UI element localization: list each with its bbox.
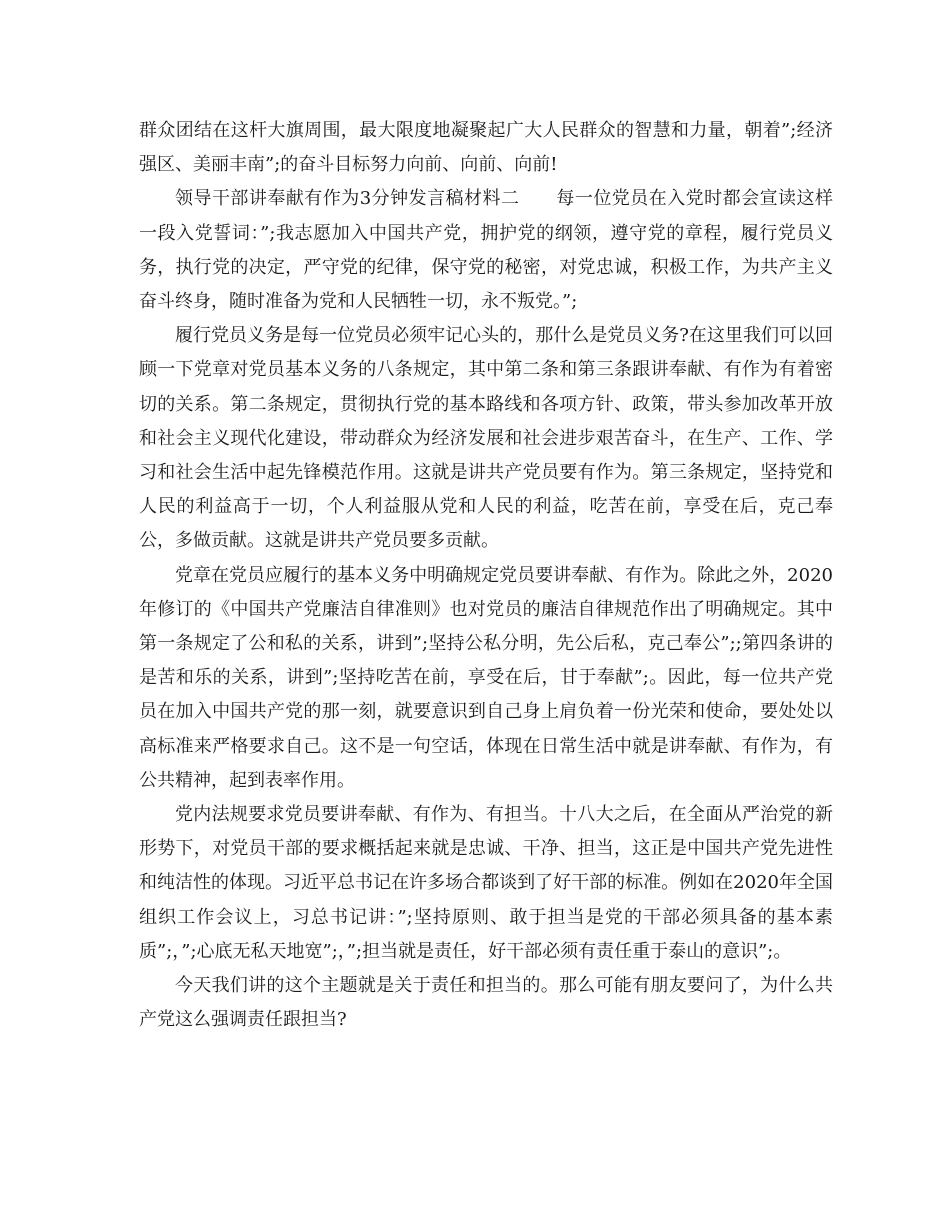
- paragraph-integrity-rules: 党章在党员应履行的基本义务中明确规定党员要讲奉献、有作为。除此之外，2020年修订的《中国共产党廉洁自律准则》也对党员的廉洁自律规范作出了明确规定。其中第一条规定了公和私的关系，讲到”;坚持公私分明，先公后私，克己奉公”;;第四条讲的是苦和乐的关系，讲到”;坚持吃苦在前，享受在后，甘于奉献”;。因此，每一位共产党员在加入中国共产党的那一刻，就要意识到自己身上肩负着一份光荣和使命，要处处以高标准来严格要求自己。这不是一句空话，体现在日常生活中就是讲奉献、有作为，有公共精神，起到表率作用。: [139, 564, 833, 791]
- paragraph-duties: 履行党员义务是每一位党员必须牢记心头的，那什么是党员义务?在这里我们可以回顾一下党章对党员基本义务的八条规定，其中第二条和第三条跟讲奉献、有作为有着密切的关系。第二条规定，贯彻执行党的基本路线和各项方针、政策，带头参加改革开放和社会主义现代化建设，带动群众为经济发展和社会进步艰苦奋斗，在生产、工作、学习和社会生活中起先锋模范作用。这就是讲共产党员要有作为。第三条规定，坚持党和人民的利益高于一切，个人利益服从党和人民的利益，吃苦在前，享受在后，克己奉公，多做贡献。这就是讲共产党员要多贡献。: [139, 325, 833, 552]
- paragraph-continuation: 群众团结在这杆大旗周围，最大限度地凝聚起广大人民群众的智慧和力量，朝着”;经济强区、美丽丰南”;的奋斗目标努力向前、向前、向前!: [139, 120, 833, 176]
- paragraph-topic-question: 今天我们讲的这个主题就是关于责任和担当的。那么可能有朋友要问了，为什么共产党这么强调责任跟担当?: [139, 975, 833, 1031]
- paragraph-oath: 领导干部讲奉献有作为3分钟发言稿材料二 每一位党员在入党时都会宣读这样一段入党誓词：”;我志愿加入中国共产党，拥护党的纲领，遵守党的章程，履行党员义务，执行党的决定，严守党的纪律，保守党的秘密，对党忠诚，积极工作，为共产主义奋斗终身，随时准备为党和人民牺牲一切，永不叛党。”;: [139, 188, 833, 313]
- paragraph-party-regulations: 党内法规要求党员要讲奉献、有作为、有担当。十八大之后，在全面从严治党的新形势下，对党员干部的要求概括起来就是忠诚、干净、担当，这正是中国共产党先进性和纯洁性的体现。习近平总书记在许多场合都谈到了好干部的标准。例如在2020年全国组织工作会议上，习总书记讲：”;坚持原则、敢于担当是党的干部必须具备的基本素质”;，”;心底无私天地宽”;，”;担当就是责任，好干部必须有责任重于泰山的意识”;。: [139, 804, 833, 962]
- document-body: [139, 114, 833, 1037]
